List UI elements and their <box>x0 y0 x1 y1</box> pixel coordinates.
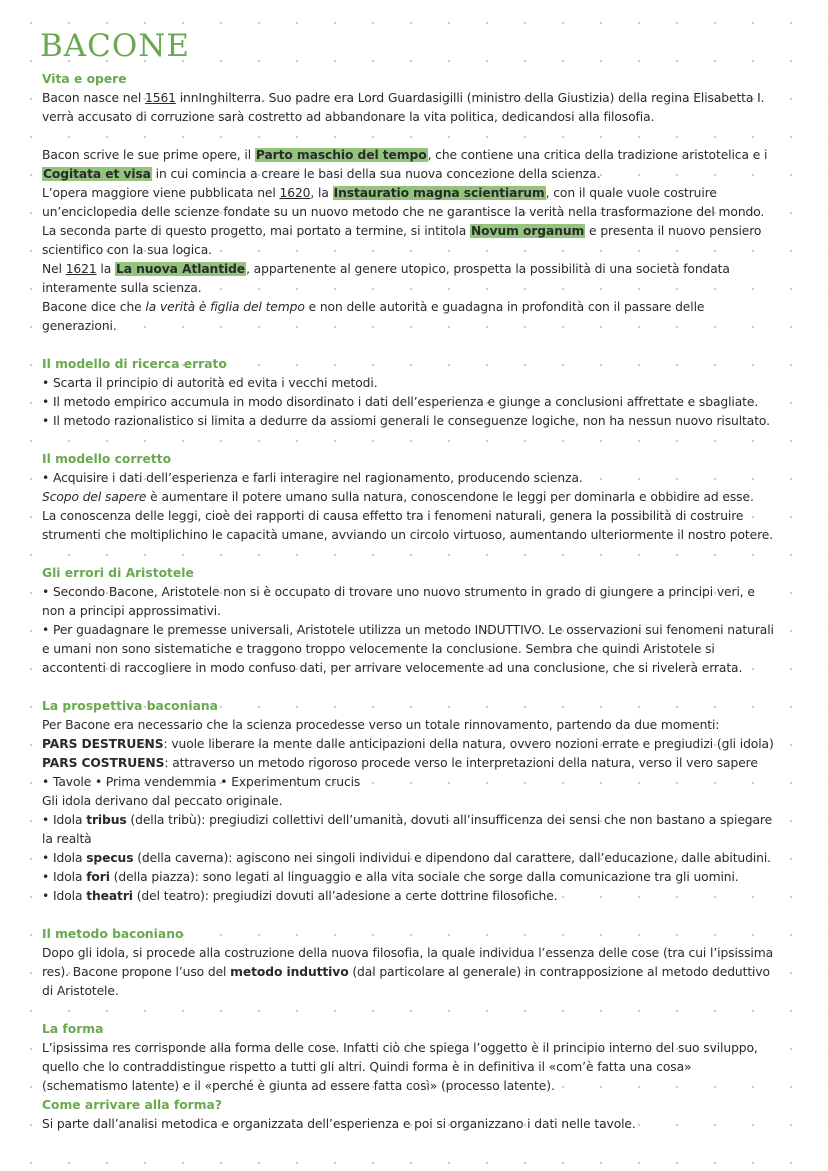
paragraph-line: quello che lo contraddistingue rispetto a tutti gli altri. Quindi forma è in definitiva il «com’è fatta una cosa» <box>42 1060 692 1074</box>
list-item: • Idola theatri (del teatro): pregiudizi dovuti all’adesione a certe dottrine filosofiche. <box>42 887 800 906</box>
list-item: • Scarta il principio di autorità ed evita i vecchi metodi. <box>42 374 800 393</box>
section-modello-corretto <box>42 450 800 545</box>
section-heading: La prospettiva baconiana <box>42 699 218 713</box>
paragraph-line: Dopo gli idola, si procede alla costruzione della nuova filosofia, la quale individua l’essenza delle cose (tra cui l’ipsissima <box>42 946 774 960</box>
pars-costruens: PARS COSTRUENS: attraverso un metodo rigoroso procede verso le interpretazioni della natura, verso il vero sapere <box>42 756 758 770</box>
paragraph-line: un’enciclopedia delle scienze fondate su un nuovo metodo che ne garantisce la verità nella trasformazione del mondo. <box>42 205 765 219</box>
paragraph-line: interamente sulla scienza. <box>42 281 202 295</box>
paragraph-line: Gli idola derivano dal peccato originale. <box>42 794 283 808</box>
paragraph-line: Bacon scrive le sue prime opere, il Parto maschio del tempo, che contiene una critica della tradizione aristotelica e i <box>42 148 768 162</box>
section-errori-aristotele <box>42 564 800 678</box>
paragraph-line: • Tavole • Prima vendemmia • Experimentum crucis <box>42 775 361 789</box>
paragraph-line: Cogitata et visa in cui comincia a creare le basi della sua nuova concezione della scienza. <box>43 167 601 181</box>
paragraph-line: e umani non sono sistematiche e traggono troppo velocemente la conclusione. Sembra che quindi Aristotele si <box>42 642 715 656</box>
section-heading: Il modello corretto <box>42 452 172 466</box>
list-item: • Il metodo razionalistico si limita a dedurre da assiomi generali le conseguenze logiche, non ha nessun nuovo risultato. <box>42 412 800 431</box>
section-heading: La forma <box>42 1022 104 1036</box>
paragraph-line: Bacon nasce nel 1561 innInghilterra. Suo padre era Lord Guardasigilli (ministro della Giustizia) della regina Elisabetta I. <box>42 91 765 105</box>
list-item: • Secondo Bacone, Aristotele non si è occupato di trovare uno nuovo strumento in grado di giungere a principi veri, e <box>42 583 800 602</box>
paragraph-line: La seconda parte di questo progetto, mai portato a termine, si intitola Novum organum e presenta il nuovo pensiero <box>42 224 762 238</box>
section-heading: Il modello di ricerca errato <box>42 357 227 371</box>
list-item: • Idola specus (della caverna): agiscono nei singoli individui e dipendono dal carattere, dall’educazione, dalle abitudini. <box>42 849 800 868</box>
paragraph-line: Scopo del sapere è aumentare il potere umano sulla natura, conoscendone le leggi per dominarla e obbidire ad esse. <box>42 490 754 504</box>
list-item: • Per guadagnare le premesse universali, Aristotele utilizza un metodo INDUTTIVO. Le osservazioni sui fenomeni naturali <box>42 621 800 640</box>
highlight-work-title: Instauratio magna scientiarum <box>333 186 545 200</box>
paragraph-line: di Aristotele. <box>42 984 119 998</box>
highlight-work-title: Novum organum <box>470 224 585 238</box>
highlight-work-title: Cogitata et visa <box>43 167 151 181</box>
highlight-work-title: Parto maschio del tempo <box>255 148 427 162</box>
section-prospettiva-baconiana <box>42 697 800 906</box>
paragraph-line: la realtà <box>42 832 92 846</box>
section-vita-e-opere <box>42 70 800 336</box>
highlight-work-title: La nuova Atlantide <box>115 262 246 276</box>
paragraph-line: Per Bacone era necessario che la scienza procedesse verso un totale rinnovamento, partendo da due momenti: <box>42 718 720 732</box>
paragraph-line: Nel 1621 la La nuova Atlantide, appartenente al genere utopico, prospetta la possibilità di una società fondata <box>42 262 730 276</box>
list-item: • Il metodo empirico accumula in modo disordinato i dati dell’esperienza e giunge a conclusioni affrettate e sbagliate. <box>42 393 800 412</box>
paragraph-line: verrà accusato di corruzione sarà costretto ad abbandonare la vita politica, dedicandosi alla filosofia. <box>42 110 655 124</box>
paragraph-line: non a principi approssimativi. <box>42 604 221 618</box>
section-metodo-baconiano <box>42 925 800 1001</box>
section-modello-errato <box>42 355 800 431</box>
list-item: • Acquisire i dati dell’esperienza e farli interagire nel ragionamento, producendo scienza. <box>42 469 800 488</box>
page-title: BACONE <box>40 28 191 64</box>
subsection-heading: Come arrivare alla forma? <box>42 1098 222 1112</box>
section-heading: Vita e opere <box>42 72 127 86</box>
paragraph-line: La conoscenza delle leggi, cioè dei rapporti di causa effetto tra i fenomeni naturali, genera la possibilità di costruire <box>42 509 744 523</box>
paragraph-line: (schematismo latente) e il «perché è giunta ad essere fatta così» (processo latente). <box>42 1079 555 1093</box>
section-heading: Gli errori di Aristotele <box>42 566 194 580</box>
section-heading: Il metodo baconiano <box>42 927 184 941</box>
paragraph-line: L’ipsissima res corrisponde alla forma delle cose. Infatti ciò che spiega l’oggetto è il principio interno del suo sviluppo, <box>42 1041 758 1055</box>
section-la-forma <box>42 1020 800 1134</box>
list-item: • Idola tribus (della tribù): pregiudizi collettivi dell’umanità, dovuti all’insufficenza dei sensi che non bastano a spiegare <box>42 811 800 830</box>
pars-destruens: PARS DESTRUENS: vuole liberare la mente dalle anticipazioni della natura, ovvero nozioni errate e pregiudizi (gli idola) <box>42 737 774 751</box>
paragraph-line: generazioni. <box>42 319 117 333</box>
paragraph-line: Si parte dall’analisi metodica e organizzata dell’esperienza e poi si organizzano i dati nelle tavole. <box>42 1117 636 1131</box>
document-page <box>42 28 800 1134</box>
paragraph-line: accontenti di raccogliere in modo confuso dati, per arrivare velocemente ad una conclusione, che si rivelerà errata. <box>42 661 743 675</box>
paragraph-line: scientifico con la sua logica. <box>42 243 212 257</box>
paragraph-line: strumenti che moltiplichino le capacità umane, avviando un circolo virtuoso, aumentando ulteriormente il nostro potere. <box>42 528 774 542</box>
paragraph-line: Bacone dice che la verità è figlia del tempo e non delle autorità e guadagna in profondità con il passare delle <box>42 300 705 314</box>
paragraph-line: res). Bacone propone l’uso del metodo induttivo (dal particolare al generale) in contrapposizione al metodo deduttivo <box>42 965 770 979</box>
list-item: • Idola fori (della piazza): sono legati al linguaggio e alla vita sociale che sorge dalla comunicazione tra gli uomini. <box>42 868 800 887</box>
paragraph-line: L’opera maggiore viene pubblicata nel 1620, la Instauratio magna scientiarum, con il quale vuole costruire <box>42 186 717 200</box>
